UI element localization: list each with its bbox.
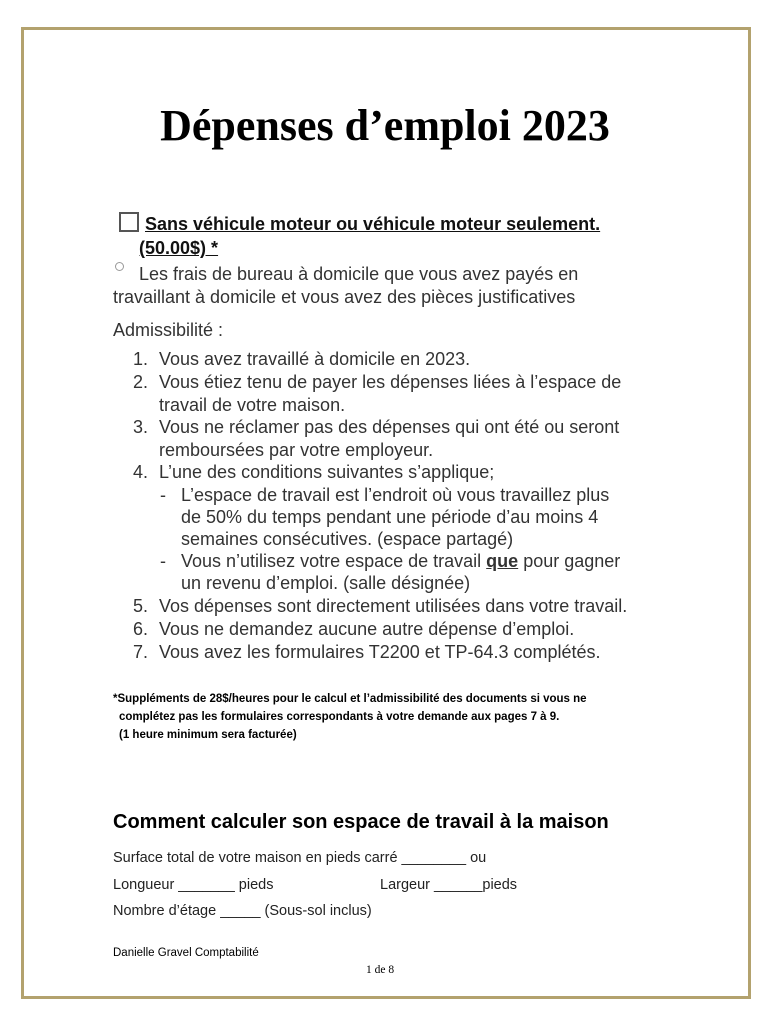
width-field: Largeur ______pieds xyxy=(380,877,518,893)
list-item: remboursées par votre employeur. xyxy=(159,440,434,460)
page-title: Dépenses d’emploi 2023 xyxy=(160,101,610,150)
list-item: Vos dépenses sont directement utilisées dans votre travail. xyxy=(159,596,628,616)
sub-item xyxy=(181,551,620,572)
list-item: Vous étiez tenu de payer les dépenses liées à l’espace de xyxy=(159,372,622,392)
floors-field: Nombre d’étage _____ (Sous-sol inclus) xyxy=(113,903,372,919)
sub-item: un revenu d’emploi. (salle désignée) xyxy=(181,573,471,593)
sub-item: semaines consécutives. (espace partagé) xyxy=(181,529,514,549)
intro-text: Les frais de bureau à domicile que vous avez payés en xyxy=(139,264,579,284)
list-number: 4. xyxy=(133,462,149,482)
option-label: Sans véhicule moteur ou véhicule moteur seulement. xyxy=(145,214,601,234)
list-number: 3. xyxy=(133,417,149,437)
list-item: L’une des conditions suivantes s’applique; xyxy=(159,462,495,482)
length-field: Longueur _______ pieds xyxy=(113,877,274,893)
list-item: Vous avez travaillé à domicile en 2023. xyxy=(159,349,471,369)
section-title: Comment calculer son espace de travail à la maison xyxy=(113,811,609,833)
list-item: travail de votre maison. xyxy=(159,395,346,415)
option-price: (50.00$) * xyxy=(139,238,219,258)
sub-text: Vous n’utilisez votre espace de travail xyxy=(181,551,487,571)
sub-item: de 50% du temps pendant une période d’au moins 4 xyxy=(181,507,599,527)
list-item: Vous ne demandez aucune autre dépense d’emploi. xyxy=(159,619,575,639)
list-number: 5. xyxy=(133,596,149,616)
list-item: Vous ne réclamer pas des dépenses qui ont été ou seront xyxy=(159,417,620,437)
footer-company: Danielle Gravel Comptabilité xyxy=(113,947,259,959)
sub-item: L’espace de travail est l’endroit où vous travaillez plus xyxy=(181,485,610,505)
list-item: Vous avez les formulaires T2200 et TP-64.3 complétés. xyxy=(159,642,601,662)
footnote: (1 heure minimum sera facturée) xyxy=(119,729,297,741)
dash: - xyxy=(160,485,166,505)
list-number: 1. xyxy=(133,349,149,369)
eligibility-label: Admissibilité : xyxy=(113,320,224,340)
list-number: 2. xyxy=(133,372,149,392)
footnote: *Suppléments de 28$/heures pour le calcul et l’admissibilité des documents si vous ne xyxy=(113,693,587,705)
page-number: 1 de 8 xyxy=(366,964,395,976)
option-checkbox[interactable] xyxy=(119,212,139,232)
footnote: complétez pas les formulaires correspondants à votre demande aux pages 7 à 9. xyxy=(119,711,560,723)
sub-text: pour gagner xyxy=(518,551,621,571)
list-number: 6. xyxy=(133,619,149,639)
intro-text: travaillant à domicile et vous avez des pièces justificatives xyxy=(113,287,576,307)
list-number: 7. xyxy=(133,642,149,662)
emphasis: que xyxy=(486,551,519,571)
radio-button[interactable] xyxy=(115,262,124,271)
surface-field: Surface total de votre maison en pieds carré ________ ou xyxy=(113,850,487,866)
dash: - xyxy=(160,551,166,571)
